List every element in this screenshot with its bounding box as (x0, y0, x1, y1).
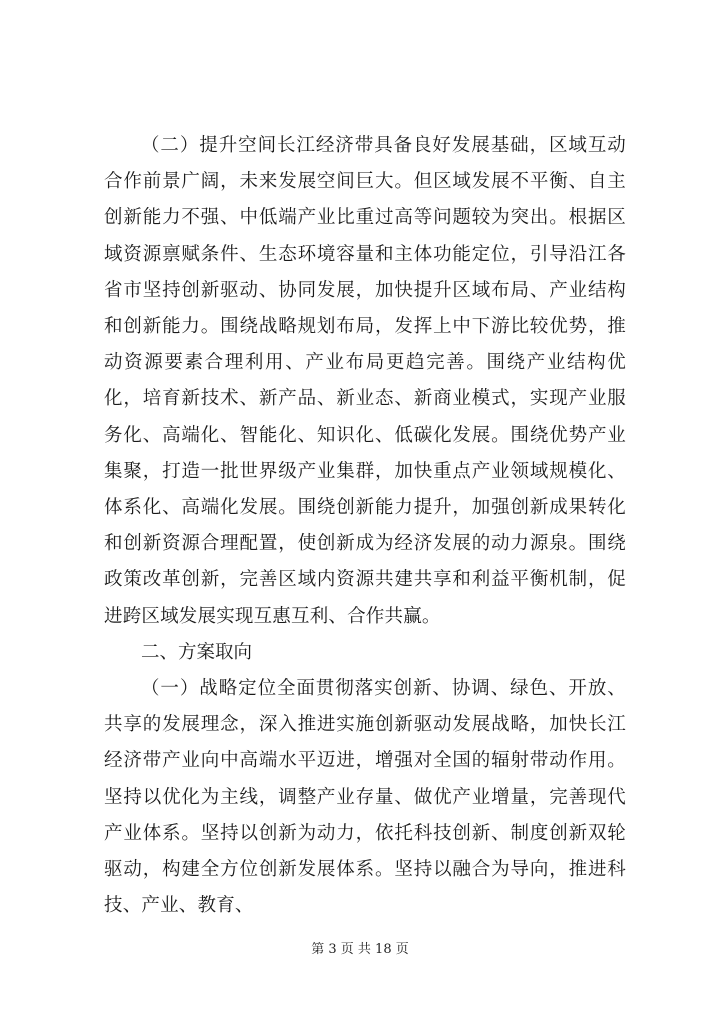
paragraph-strategic-positioning: （一）战略定位全面贯彻落实创新、协调、绿色、开放、共享的发展理念，深入推进实施创新驱动发展战略，加快长江经济带产业向中高端水平迈进，增强对全国的辐射带动作用。坚持以优化为主线，调整产业存量、做优产业增量，完善现代产业体系。坚持以创新为动力，依托科技创新、制度创新双轮驱动，构建全方位创新发展体系。坚持以融合为导向，推进科技、产业、教育、 (104, 678, 626, 917)
document-body (104, 128, 626, 924)
section-heading-plan-orientation: 二、方案取向 (141, 641, 253, 663)
page-footer (0, 938, 720, 957)
page-number-label: 第 3 页 共 18 页 (311, 942, 409, 957)
paragraph-enhance-space: （二）提升空间长江经济带具备良好发展基础，区域互动合作前景广阔，未来发展空间巨大。但区域发展不平衡、自主创新能力不强、中低端产业比重过高等问题较为突出。根据区域资源禀赋条件、生态环境容量和主体功能定位，引导沿江各省市坚持创新驱动、协同发展，加快提升区域布局、产业结构和创新能力。围绕战略规划布局，发挥上中下游比较优势，推动资源要素合理利用、产业布局更趋完善。围绕产业结构优化，培育新技术、新产品、新业态、新商业模式，实现产业服务化、高端化、智能化、知识化、低碳化发展。围绕优势产业集聚，打造一批世界级产业集群，加快重点产业领域规模化、体系化、高端化发展。围绕创新能力提升，加强创新成果转化和创新资源合理配置，使创新成为经济发展的动力源泉。围绕政策改革创新，完善区域内资源共建共享和利益平衡机制，促进跨区域发展实现互惠互利、合作共赢。 (104, 135, 626, 627)
